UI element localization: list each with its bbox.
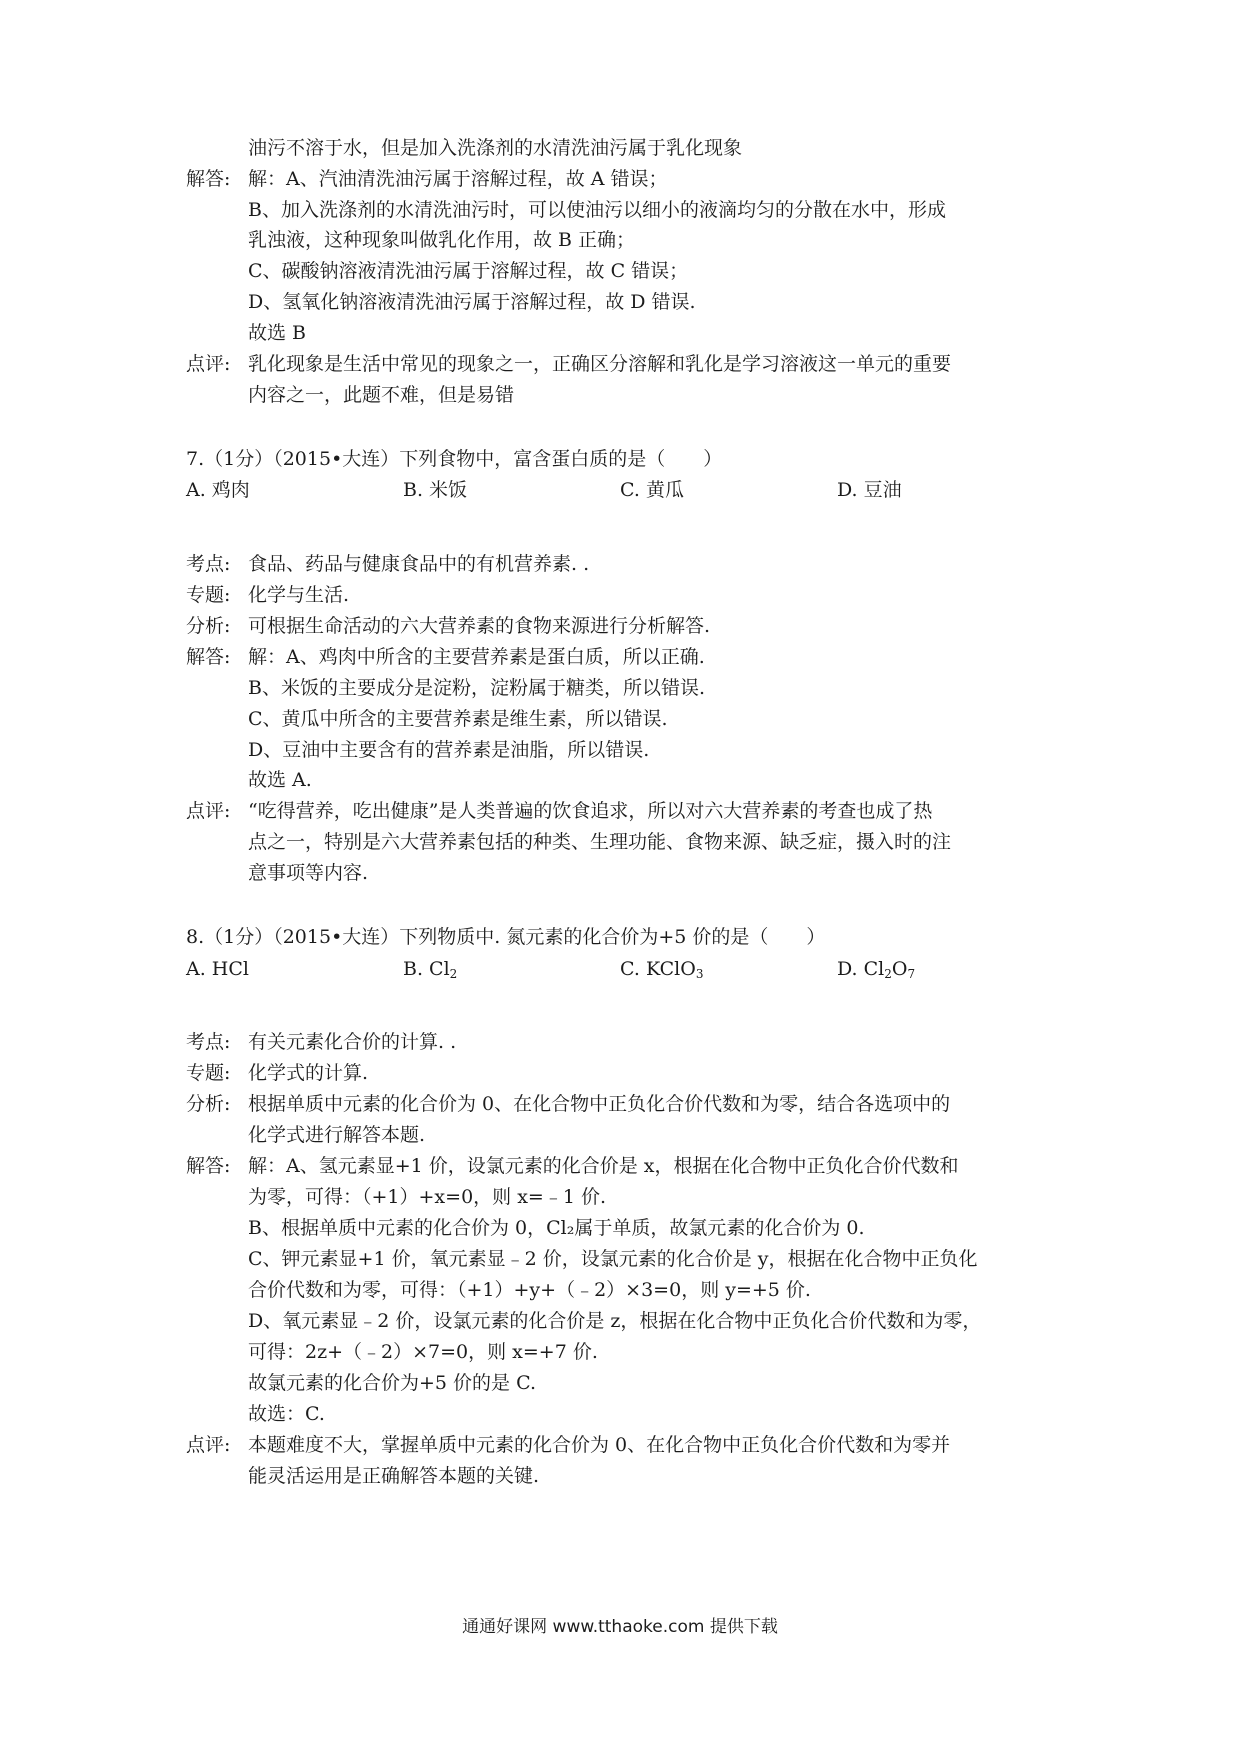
q6-answer-line: 解答: 解：A、汽油清洗油污属于溶解过程，故 A 错误； bbox=[186, 168, 668, 190]
q8-answer-line: 为零，可得：（+1）+x=0，则 x=﹣1 价. bbox=[248, 1186, 606, 1208]
fenxi-label: 分析: bbox=[186, 1093, 231, 1115]
q6-comment-line: 内容之一，此题不难，但是易错 bbox=[248, 384, 515, 406]
q8-stem: 8.（1分）（2015•大连）下列物质中. 氮元素的化合价为+5 价的是（ ） bbox=[186, 926, 826, 948]
q7-kaodian: 考点: 食品、药品与健康食品中的有机营养素. . bbox=[186, 553, 590, 575]
comment-label: 点评: bbox=[186, 1434, 231, 1456]
q7-comment-line: 点评: “吃得营养，吃出健康”是人类普遍的饮食追求，所以对六大营养素的考查也成了热 bbox=[186, 800, 933, 822]
q7-stem: 7.（1分）（2015•大连）下列食物中，富含蛋白质的是（ ） bbox=[186, 448, 723, 470]
q8-fenxi-line: 化学式进行解答本题. bbox=[248, 1124, 426, 1146]
q8-kaodian: 考点: 有关元素化合价的计算. . bbox=[186, 1031, 457, 1053]
q6-answer-line: B、加入洗涤剂的水清洗油污时，可以使油污以细小的液滴均匀的分散在水中，形成 bbox=[248, 199, 946, 221]
q6-comment-line: 点评: 乳化现象是生活中常见的现象之一，正确区分溶解和乳化是学习溶液这一单元的重要 bbox=[186, 353, 952, 375]
q8-answer-line: 故氯元素的化合价为+5 价的是 C. bbox=[248, 1372, 536, 1394]
q8-comment-line: 能灵活运用是正确解答本题的关键. bbox=[248, 1465, 540, 1487]
q6-answer-line: D、氢氧化钠溶液清洗油污属于溶解过程，故 D 错误. bbox=[248, 291, 696, 313]
kaodian-label: 考点: bbox=[186, 1031, 231, 1053]
q8-option-c: C. KClO$_3$ bbox=[620, 958, 704, 981]
q7-zhuanti: 专题: 化学与生活. bbox=[186, 584, 350, 606]
q8-answer-line: B、根据单质中元素的化合价为 0，Cl₂属于单质，故氯元素的化合价为 0. bbox=[248, 1217, 865, 1239]
kaodian-label: 考点: bbox=[186, 553, 231, 575]
q7-answer-line: 解答: 解：A、鸡肉中所含的主要营养素是蛋白质，所以正确. bbox=[186, 646, 705, 668]
q8-comment-line: 点评: 本题难度不大，掌握单质中元素的化合价为 0、在化合物中正负化合价代数和为零并 bbox=[186, 1434, 951, 1456]
q7-option-a: A. 鸡肉 bbox=[186, 479, 250, 501]
q7-option-c: C. 黄瓜 bbox=[620, 479, 684, 501]
zhuanti-label: 专题: bbox=[186, 584, 231, 606]
q8-fenxi-line: 分析: 根据单质中元素的化合价为 0、在化合物中正负化合价代数和为零，结合各选项中的 bbox=[186, 1093, 951, 1115]
page-footer: 通通好课网 www.tthaoke.com 提供下载 bbox=[462, 1617, 778, 1637]
q8-option-b: B. $Cl_2$ bbox=[403, 958, 458, 981]
q8-answer-line: C、钾元素显+1 价，氧元素显﹣2 价，设氯元素的化合价是 y，根据在化合物中正负化 bbox=[248, 1248, 978, 1270]
q7-answer-line: 故选 A. bbox=[248, 769, 312, 791]
q6-answer-line: 故选 B bbox=[248, 322, 307, 344]
comment-label: 点评: bbox=[186, 800, 231, 822]
q8-answer-line: 可得：2z+（﹣2）×7=0，则 x=+7 价. bbox=[248, 1341, 598, 1363]
q7-answer-line: B、米饭的主要成分是淀粉，淀粉属于糖类，所以错误. bbox=[248, 677, 706, 699]
answer-label: 解答: bbox=[186, 646, 231, 668]
q8-answer-line: 故选：C. bbox=[248, 1403, 325, 1425]
q7-fenxi: 分析: 可根据生命活动的六大营养素的食物来源进行分析解答. bbox=[186, 615, 711, 637]
q6-answer-line: 乳浊液，这种现象叫做乳化作用，故 B 正确； bbox=[248, 229, 636, 251]
fenxi-label: 分析: bbox=[186, 615, 231, 637]
q6-answer-line: C、碳酸钠溶液清洗油污属于溶解过程，故 C 错误； bbox=[248, 260, 689, 282]
q7-option-d: D. 豆油 bbox=[837, 479, 902, 501]
q8-answer-line: 解答: 解：A、氢元素显+1 价，设氯元素的化合价是 x，根据在化合物中正负化合价代数和 bbox=[186, 1155, 959, 1177]
comment-label: 点评: bbox=[186, 353, 231, 375]
zhuanti-label: 专题: bbox=[186, 1062, 231, 1084]
answer-label: 解答: bbox=[186, 1155, 231, 1177]
q8-answer-line: D、氧元素显﹣2 价，设氯元素的化合价是 z，根据在化合物中正负化合价代数和为零， bbox=[248, 1310, 982, 1332]
answer-label: 解答: bbox=[186, 168, 231, 190]
q7-answer-line: C、黄瓜中所含的主要营养素是维生素，所以错误. bbox=[248, 708, 668, 730]
q7-option-b: B. 米饭 bbox=[403, 479, 468, 501]
q8-zhuanti: 专题: 化学式的计算. bbox=[186, 1062, 369, 1084]
q7-comment-line: 意事项等内容. bbox=[248, 862, 369, 884]
q8-option-d: D. $Cl_2O_7$ bbox=[837, 958, 916, 981]
q8-option-a: A. HCl bbox=[186, 958, 249, 980]
q7-answer-line: D、豆油中主要含有的营养素是油脂，所以错误. bbox=[248, 739, 650, 761]
q7-comment-line: 点之一，特别是六大营养素包括的种类、生理功能、食物来源、缺乏症，摄入时的注 bbox=[248, 831, 952, 853]
q6-analysis-tail: 油污不溶于水，但是加入洗涤剂的水清洗油污属于乳化现象 bbox=[248, 137, 743, 159]
q8-answer-line: 合价代数和为零，可得：（+1）+y+（﹣2）×3=0，则 y=+5 价. bbox=[248, 1279, 811, 1301]
